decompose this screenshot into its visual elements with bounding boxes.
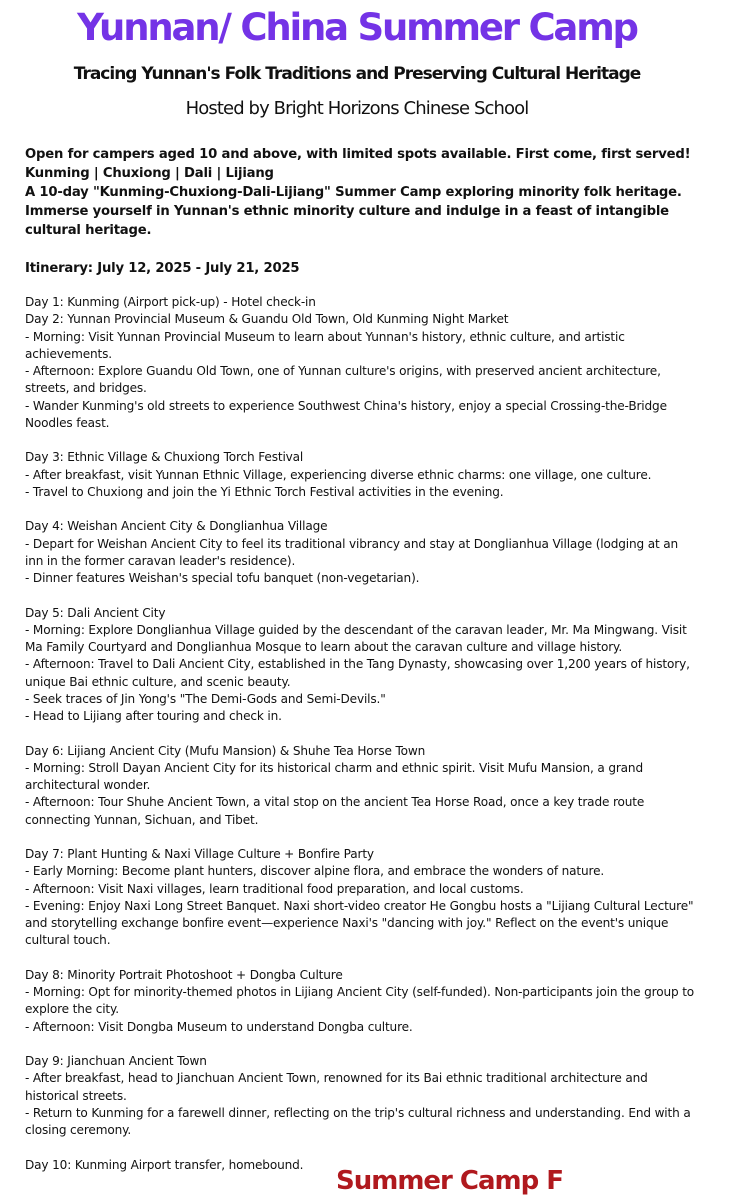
day-3-block	[25, 449, 697, 501]
day-8-block	[25, 967, 697, 1036]
day-item: - After breakfast, head to Jianchuan Ancient Town, renowned for its Bai ethnic traditional architecture and historical streets.	[25, 1071, 648, 1103]
day-item: - Head to Lijiang after touring and check in.	[25, 709, 282, 723]
day-title: Day 4: Weishan Ancient City & Donglianhua Village	[25, 519, 328, 534]
itinerary-heading: Itinerary: July 12, 2025 - July 21, 2025	[25, 261, 300, 276]
day-6-block	[25, 743, 697, 829]
day-item: - Early Morning: Become plant hunters, discover alpine flora, and embrace the wonders of nature.	[25, 864, 605, 879]
day-item: - Seek traces of Jin Yong's "The Demi-Gods and Semi-Devils."	[25, 691, 386, 706]
day-title: Day 7: Plant Hunting & Naxi Village Culture + Bonfire Party	[25, 847, 374, 861]
intro-block	[25, 145, 705, 240]
next-section-heading: Summer Camp F	[336, 1166, 564, 1196]
day-item: - Depart for Weishan Ancient City to feel its traditional vibrancy and stay at Donglianhua Village (lodging at an inn in the former caravan leader's residence).	[25, 536, 679, 568]
day-item: - Morning: Explore Donglianhua Village guided by the descendant of the caravan leader, Mr. Ma Mingwang. Visit Ma Family Courtyard and Donglianhua Mosque to learn about the caravan culture and village history.	[25, 622, 687, 654]
day-item: - Return to Kunming for a farewell dinner, reflecting on the trip's cultural richness and understanding. End with a closing ceremony.	[25, 1105, 691, 1137]
page-subtitle: Tracing Yunnan's Folk Traditions and Preserving Cultural Heritage	[73, 64, 641, 84]
day-4-block	[25, 518, 697, 587]
day-item: - Afternoon: Travel to Dali Ancient City, established in the Tang Dynasty, showcasing over 1,200 years of history, unique Bai ethnic culture, and scenic beauty.	[25, 657, 690, 689]
intro-description: A 10-day "Kunming-Chuxiong-Dali-Lijiang" Summer Camp exploring minority folk heritage. Immerse yourself in Yunnan's ethnic minority culture and indulge in a feast of intangible cultural heritage.	[25, 185, 682, 238]
day-title: Day 2: Yunnan Provincial Museum & Guandu Old Town, Old Kunming Night Market	[25, 312, 509, 327]
day-5-block	[25, 605, 697, 726]
day-item: - Wander Kunming's old streets to experience Southwest China's history, enjoy a special Crossing-the-Bridge Noodles feast.	[25, 398, 667, 430]
host-line: Hosted by Bright Horizons Chinese School	[185, 98, 529, 119]
day-title: Day 5: Dali Ancient City	[25, 605, 166, 620]
day-item: - Dinner features Weishan's special tofu banquet (non-vegetarian).	[25, 571, 420, 585]
day-item: - Morning: Opt for minority-themed photos in Lijiang Ancient City (self-funded). Non-participants join the group to explore the city.	[25, 985, 695, 1017]
page-title: Yunnan/ China Summer Camp	[77, 6, 637, 49]
intro-cities: Kunming | Chuxiong | Dali | Lijiang	[25, 166, 274, 181]
day-title: Day 3: Ethnic Village & Chuxiong Torch Festival	[25, 450, 304, 465]
day-title: Day 10: Kunming Airport transfer, homebound.	[25, 1157, 304, 1172]
day-item: - Evening: Enjoy Naxi Long Street Banquet. Naxi short-video creator He Gongbu hosts a "Lijiang Cultural Lecture" and storytelling exchange bonfire event—experience Naxi's "dancing with joy." Reflect on the event's unique cultural touch.	[25, 898, 694, 948]
day-9-block	[25, 1053, 697, 1139]
day-item: - Morning: Stroll Dayan Ancient City for its historical charm and ethnic spirit. Visit Mufu Mansion, a grand architectural wonder.	[25, 760, 643, 792]
day-item: - After breakfast, visit Yunnan Ethnic Village, experiencing diverse ethnic charms: one village, one culture.	[25, 467, 652, 482]
itinerary-list	[25, 294, 697, 1191]
day-item: - Afternoon: Visit Dongba Museum to understand Dongba culture.	[25, 1019, 413, 1034]
day-item: - Morning: Visit Yunnan Provincial Museum to learn about Yunnan's history, ethnic culture, and artistic achievements.	[25, 329, 625, 361]
intro-eligibility: Open for campers aged 10 and above, with limited spots available. First come, first served!	[25, 147, 691, 162]
day-title: Day 8: Minority Portrait Photoshoot + Dongba Culture	[25, 967, 343, 982]
day-item: - Afternoon: Explore Guandu Old Town, one of Yunnan culture's origins, with preserved ancient architecture, streets, and bridges.	[25, 364, 661, 396]
day-item: - Travel to Chuxiong and join the Yi Ethnic Torch Festival activities in the evening.	[25, 484, 504, 499]
day-title: Day 1: Kunming (Airport pick-up) - Hotel check-in	[25, 295, 316, 309]
day-title: Day 9: Jianchuan Ancient Town	[25, 1054, 207, 1068]
day-1-2-block	[25, 294, 697, 432]
day-7-block	[25, 846, 697, 950]
day-item: - Afternoon: Tour Shuhe Ancient Town, a vital stop on the ancient Tea Horse Road, once a key trade route connecting Yunnan, Sichuan, and Tibet.	[25, 795, 645, 827]
day-title: Day 6: Lijiang Ancient City (Mufu Mansion) & Shuhe Tea Horse Town	[25, 743, 426, 758]
day-item: - Afternoon: Visit Naxi villages, learn traditional food preparation, and local customs.	[25, 881, 524, 896]
